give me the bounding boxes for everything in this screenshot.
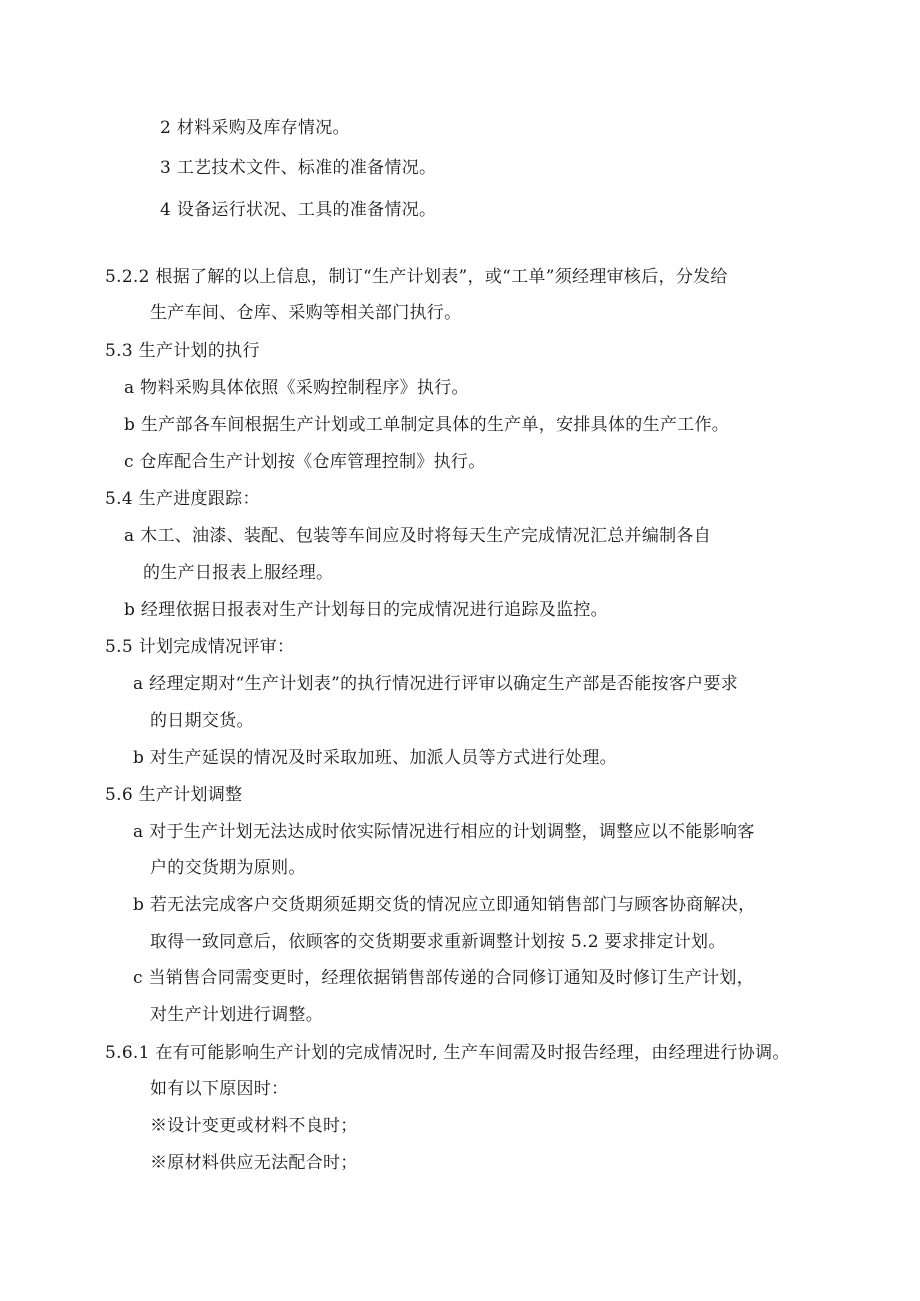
- text-line: 5.2.2 根据了解的以上信息，制订“生产计划表”，或“工单”须经理审核后，分发给: [105, 267, 728, 287]
- text-line: 5.6.1 在有可能影响生产计划的完成情况时, 生产车间需及时报告经理，由经理进行协调。: [105, 1043, 790, 1063]
- text-line: a 对于生产计划无法达成时依实际情况进行相应的计划调整，调整应以不能影响客: [133, 822, 755, 842]
- text-line: 2 材料采购及库存情况。: [160, 118, 350, 138]
- text-line: c 仓库配合生产计划按《仓库管理控制》执行。: [124, 452, 486, 472]
- text-line: ※设计变更或材料不良时；: [150, 1116, 358, 1136]
- text-line: c 当销售合同需变更时，经理依据销售部传递的合同修订通知及时修订生产计划，: [133, 968, 755, 988]
- text-line: 取得一致同意后，依顾客的交货期要求重新调整计划按 5.2 要求排定计划。: [150, 932, 726, 952]
- section-heading: 5.4 生产进度跟踪：: [105, 489, 260, 509]
- section-heading: 5.5 计划完成情况评审：: [105, 637, 295, 657]
- text-line: ※原材料供应无法配合时；: [150, 1153, 358, 1173]
- section-heading: 5.3 生产计划的执行: [105, 341, 260, 361]
- text-line: b 若无法完成客户交货期须延期交货的情况应立即通知销售部门与顾客协商解决，: [133, 895, 756, 915]
- text-line: a 经理定期对“生产计划表”的执行情况进行评审以确定生产部是否能按客户要求: [133, 674, 739, 694]
- text-line: 的日期交货。: [150, 711, 254, 731]
- text-line: 生产车间、仓库、采购等相关部门执行。: [150, 303, 462, 323]
- text-line: 对生产计划进行调整。: [150, 1005, 323, 1025]
- text-line: 4 设备运行状况、工具的准备情况。: [160, 200, 437, 220]
- text-line: 3 工艺技术文件、标准的准备情况。: [160, 158, 437, 178]
- text-line: a 木工、油漆、装配、包装等车间应及时将每天生产完成情况汇总并编制各自: [124, 526, 712, 546]
- text-line: a 物料采购具体依照《采购控制程序》执行。: [124, 378, 469, 398]
- text-line: 户的交货期为原则。: [150, 858, 306, 878]
- text-line: 的生产日报表上服经理。: [143, 563, 334, 583]
- text-line: b 对生产延误的情况及时采取加班、加派人员等方式进行处理。: [133, 748, 617, 768]
- text-line: b 生产部各车间根据生产计划或工单制定具体的生产单，安排具体的生产工作。: [124, 415, 730, 435]
- section-heading: 5.6 生产计划调整: [105, 785, 243, 805]
- text-line: b 经理依据日报表对生产计划每日的完成情况进行追踪及监控。: [124, 600, 608, 620]
- text-line: 如有以下原因时：: [150, 1079, 289, 1099]
